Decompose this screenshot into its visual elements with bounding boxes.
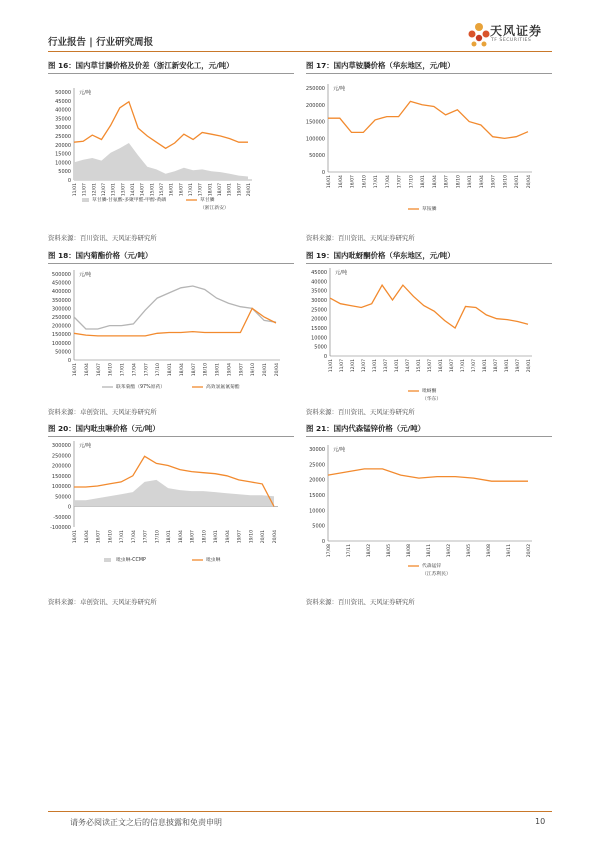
chart-title: 图 19：国内吡蚜酮价格（华东地区，元/吨）	[306, 251, 455, 260]
x-tick-label: 18/01	[167, 530, 173, 544]
x-tick-label: 17/07	[198, 183, 204, 197]
y-tick-label: 25000	[311, 307, 327, 314]
x-tick-label: 14/07	[406, 359, 411, 373]
x-tick-label: 18/04	[178, 530, 184, 544]
x-tick-label: 16/10	[108, 530, 114, 544]
legend-swatch	[82, 198, 89, 202]
x-tick-label: 18/01	[483, 359, 488, 373]
x-tick-label: 17/07	[472, 359, 477, 373]
footer-disclaimer: 请务必阅读正文之后的信息披露和免责申明	[70, 818, 222, 827]
chart-svg-fig16	[48, 76, 294, 231]
x-tick-label: 20/01	[515, 175, 521, 189]
chart-title: 图 16：国内草甘膦价格及价差（浙江新安化工，元/吨）	[48, 61, 234, 70]
x-tick-label: 19/01	[215, 363, 221, 377]
x-tick-label: 17/10	[409, 175, 415, 189]
x-tick-label: 18/11	[427, 544, 432, 558]
legend-label: （浙江新安）	[200, 206, 229, 211]
x-tick-label: 20/01	[261, 530, 267, 544]
y-tick-label: 35000	[55, 116, 71, 123]
chart-svg-fig18	[48, 266, 294, 416]
x-tick-label: 14/07	[140, 183, 146, 197]
x-tick-label: 17/04	[385, 175, 391, 189]
unit-label: 元/吨	[335, 270, 348, 276]
legend-label: 联苯菊酯（97%原药）	[116, 385, 166, 390]
chart-svg-fig21	[306, 439, 552, 589]
legend-label: 代森锰锌	[422, 564, 442, 569]
series-line-0	[328, 469, 528, 481]
x-tick-label: 16/01	[439, 359, 444, 373]
x-tick-label: 20/01	[263, 363, 269, 377]
x-tick-label: 18/04	[432, 175, 438, 189]
legend-swatch	[104, 558, 111, 562]
legend-label: 草甘膦	[200, 198, 215, 203]
x-tick-label: 18/08	[407, 544, 412, 558]
y-tick-label: 50000	[55, 90, 71, 96]
y-tick-label: 10000	[311, 335, 327, 342]
x-tick-label: 16/07	[96, 363, 102, 377]
chart-title: 图 18：国内菊酯价格（元/吨）	[48, 251, 153, 260]
x-tick-label: 18/07	[444, 175, 450, 189]
chart-svg-fig19	[306, 266, 552, 416]
x-tick-label: 17/01	[374, 175, 380, 189]
footer-rule	[48, 811, 552, 812]
legend-label: 吡蚜酮	[422, 389, 437, 394]
y-tick-label: 0	[321, 539, 325, 545]
x-tick-label: 20/04	[527, 175, 532, 189]
title-rule	[48, 263, 294, 264]
y-tick-label: 0	[67, 504, 71, 511]
y-tick-label: 10000	[309, 508, 325, 515]
header-title: 行业报告 | 行业研究周报	[48, 37, 154, 48]
chart-source: 资料来源：卓创资讯、天风证券研究所	[48, 408, 157, 416]
y-tick-label: 500000	[51, 272, 71, 278]
y-tick-label: -50000	[53, 514, 71, 521]
x-tick-label: 17/01	[461, 359, 466, 373]
x-tick-label: 17/01	[189, 183, 194, 197]
x-tick-label: 19/05	[467, 544, 472, 558]
x-tick-label: 20/04	[275, 363, 280, 377]
x-tick-label: 17/04	[131, 530, 137, 544]
title-rule	[306, 263, 552, 264]
x-tick-label: 20/02	[527, 544, 532, 558]
y-tick-label: 300000	[51, 306, 71, 313]
x-tick-label: 19/11	[507, 544, 512, 558]
x-tick-label: 17/04	[132, 363, 138, 377]
x-tick-label: 14/01	[131, 183, 136, 197]
chart-source: 资料来源：百川资讯、天风证券研究所	[306, 234, 415, 242]
x-tick-label: 19/04	[225, 530, 231, 544]
y-tick-label: 250000	[306, 86, 325, 92]
chart-source: 资料来源：卓创资讯、天风证券研究所	[48, 598, 157, 606]
x-tick-label: 18/10	[203, 363, 209, 377]
chart-title: 图 21：国内代森锰锌价格（元/吨）	[306, 424, 426, 433]
x-tick-label: 11/07	[340, 359, 345, 373]
y-tick-label: 150000	[51, 473, 71, 480]
y-tick-label: 0	[67, 358, 71, 364]
y-tick-label: 250000	[51, 453, 71, 460]
y-tick-label: 30000	[311, 298, 327, 304]
x-tick-label: 12/01	[351, 359, 356, 373]
x-tick-label: 16/07	[350, 175, 356, 189]
y-tick-label: 200000	[51, 463, 71, 470]
y-tick-label: 45000	[55, 98, 71, 105]
x-tick-label: 19/10	[503, 175, 509, 189]
y-tick-label: 25000	[55, 134, 71, 140]
x-tick-label: 18/10	[456, 175, 462, 189]
x-tick-label: 17/01	[120, 363, 126, 377]
x-tick-label: 11/01	[329, 359, 334, 373]
x-tick-label: 13/07	[384, 359, 389, 373]
x-tick-label: 19/08	[487, 544, 492, 558]
y-tick-label: 0	[321, 170, 325, 176]
x-tick-label: 16/04	[338, 175, 344, 189]
x-tick-label: 16/01	[73, 363, 78, 377]
y-tick-label: 150000	[51, 332, 71, 339]
y-tick-label: 100000	[306, 136, 325, 143]
unit-label: 元/吨	[79, 272, 92, 278]
x-tick-label: 19/01	[468, 175, 474, 189]
y-tick-label: 30000	[309, 447, 325, 453]
logo-icon	[468, 21, 490, 49]
x-tick-label: 15/01	[150, 183, 156, 197]
y-tick-label: 5000	[58, 169, 71, 176]
x-tick-label: 19/04	[479, 175, 485, 189]
chart-source: 资料来源：百川资讯、天风证券研究所	[306, 408, 415, 416]
series-line-1	[74, 102, 248, 149]
header-rule	[48, 51, 552, 52]
y-tick-label: 40000	[55, 107, 71, 114]
x-tick-label: 16/07	[179, 183, 185, 197]
x-tick-label: 16/07	[96, 530, 102, 544]
x-tick-label: 17/01	[120, 530, 126, 544]
x-tick-label: 13/01	[111, 183, 117, 197]
unit-label: 元/吨	[333, 86, 346, 92]
y-tick-label: 20000	[309, 477, 325, 484]
x-tick-label: 17/11	[347, 544, 352, 558]
y-tick-label: 300000	[51, 443, 71, 449]
x-tick-label: 19/07	[516, 359, 521, 373]
x-tick-label: 11/01	[73, 183, 78, 197]
x-tick-label: 17/07	[143, 530, 149, 544]
x-tick-label: 18/07	[494, 359, 499, 373]
brand-logo	[468, 21, 558, 51]
x-tick-label: 19/02	[447, 544, 452, 558]
y-tick-label: 100000	[51, 340, 71, 347]
title-rule	[306, 436, 552, 437]
x-tick-label: 16/01	[73, 530, 78, 544]
x-tick-label: 18/04	[179, 363, 185, 377]
legend-label: （华东）	[422, 397, 442, 402]
chart-title: 图 20：国内吡虫啉价格（元/吨）	[48, 424, 160, 433]
y-tick-label: 450000	[51, 280, 71, 287]
y-tick-label: 35000	[311, 288, 327, 295]
x-tick-label: 16/01	[169, 183, 175, 197]
y-tick-label: 0	[67, 178, 71, 184]
x-tick-label: 16/10	[362, 175, 368, 189]
x-tick-label: 19/04	[227, 363, 233, 377]
x-tick-label: 13/01	[373, 359, 378, 373]
chart-source: 资料来源：百川资讯、天风证券研究所	[306, 598, 415, 606]
y-tick-label: 15000	[55, 151, 71, 158]
x-tick-label: 18/07	[190, 530, 196, 544]
x-tick-label: 12/01	[92, 183, 98, 197]
x-tick-label: 16/01	[327, 175, 332, 189]
legend-label: （江苏利民）	[422, 572, 451, 577]
x-tick-label: 12/07	[102, 183, 107, 197]
x-tick-label: 17/07	[144, 363, 150, 377]
x-tick-label: 17/10	[155, 530, 161, 544]
y-tick-label: 0	[323, 354, 327, 360]
title-rule	[48, 436, 294, 437]
legend-label: 吡虫啉-CCMP	[116, 558, 146, 563]
x-tick-label: 18/10	[202, 530, 208, 544]
y-tick-label: 30000	[55, 125, 71, 132]
x-tick-label: 19/01	[214, 530, 220, 544]
y-tick-label: 45000	[311, 270, 327, 276]
x-tick-label: 14/01	[395, 359, 400, 373]
y-tick-label: 5000	[312, 523, 325, 530]
series-line-1	[74, 308, 276, 336]
x-tick-label: 19/01	[227, 183, 233, 197]
unit-label: 元/吨	[79, 90, 92, 96]
x-tick-label: 19/07	[239, 363, 245, 377]
x-tick-label: 12/07	[362, 359, 367, 373]
x-tick-label: 19/10	[251, 363, 257, 377]
x-tick-label: 20/04	[273, 530, 278, 544]
x-tick-label: 18/07	[218, 183, 223, 197]
x-tick-label: 16/10	[108, 363, 114, 377]
y-tick-label: 50000	[309, 153, 325, 160]
y-tick-label: 25000	[309, 462, 325, 469]
y-tick-label: 15000	[309, 493, 325, 499]
brand-name: 天风证券	[490, 24, 543, 38]
series-area-0	[74, 143, 248, 180]
x-tick-label: 18/01	[421, 175, 427, 189]
brand-subtitle: TF SECURITIES	[491, 38, 532, 43]
x-tick-label: 19/07	[491, 175, 497, 189]
chart-title: 图 17：国内草铵膦价格（华东地区，元/吨）	[306, 61, 455, 70]
x-tick-label: 17/10	[156, 363, 162, 377]
x-tick-label: 19/01	[505, 359, 510, 373]
title-rule	[48, 73, 294, 74]
y-tick-label: 40000	[311, 279, 327, 286]
page-number: 10	[535, 817, 546, 826]
x-tick-label: 17/08	[327, 544, 332, 558]
x-tick-label: 19/07	[237, 183, 243, 197]
legend-label: 草铵膦	[422, 207, 437, 212]
y-tick-label: 5000	[314, 344, 327, 351]
x-tick-label: 20/01	[527, 359, 532, 373]
legend-label: 草甘膦-甘氨酸-多聚甲醛-甲醇-黄磷	[92, 198, 167, 203]
y-tick-label: 100000	[51, 484, 71, 490]
y-tick-label: 400000	[51, 289, 71, 296]
title-rule	[306, 73, 552, 74]
y-tick-label: 50000	[55, 349, 71, 356]
y-tick-label: 50000	[55, 494, 71, 501]
x-tick-label: 16/04	[84, 530, 90, 544]
series-area-0	[74, 480, 274, 507]
y-tick-label: 150000	[306, 119, 325, 126]
y-tick-label: 20000	[311, 316, 327, 323]
x-tick-label: 15/07	[160, 183, 165, 197]
y-tick-label: 200000	[51, 323, 71, 330]
series-line-0	[330, 285, 528, 328]
x-tick-label: 18/07	[191, 363, 197, 377]
y-tick-label: 350000	[51, 297, 71, 304]
x-tick-label: 18/01	[168, 363, 174, 377]
x-tick-label: 11/07	[82, 183, 88, 197]
x-tick-label: 16/04	[84, 363, 90, 377]
legend-label: 吡虫啉	[206, 558, 221, 563]
x-tick-label: 15/07	[428, 359, 433, 373]
x-tick-label: 16/07	[450, 359, 455, 373]
x-tick-label: 19/07	[237, 530, 243, 544]
y-tick-label: 200000	[306, 102, 325, 109]
x-tick-label: 18/05	[387, 544, 392, 558]
unit-label: 元/吨	[333, 447, 346, 453]
legend-label: 高效氯氟氰菊酯	[206, 385, 240, 390]
x-tick-label: 18/01	[208, 183, 214, 197]
x-tick-label: 15/01	[417, 359, 422, 373]
x-tick-label: 18/02	[367, 544, 372, 558]
chart-svg-fig17	[306, 76, 552, 231]
x-tick-label: 20/01	[247, 183, 252, 197]
unit-label: 元/吨	[79, 443, 92, 449]
x-tick-label: 13/07	[121, 183, 127, 197]
chart-svg-fig20	[48, 439, 294, 589]
chart-source: 资料来源：百川资讯、天风证券研究所	[48, 234, 157, 242]
y-tick-label: -100000	[50, 525, 71, 531]
y-tick-label: 250000	[51, 315, 71, 321]
x-tick-label: 19/10	[249, 530, 255, 544]
series-line-0	[328, 101, 528, 138]
x-tick-label: 17/07	[397, 175, 403, 189]
y-tick-label: 10000	[55, 160, 71, 167]
y-tick-label: 15000	[311, 326, 327, 332]
y-tick-label: 20000	[55, 142, 71, 149]
